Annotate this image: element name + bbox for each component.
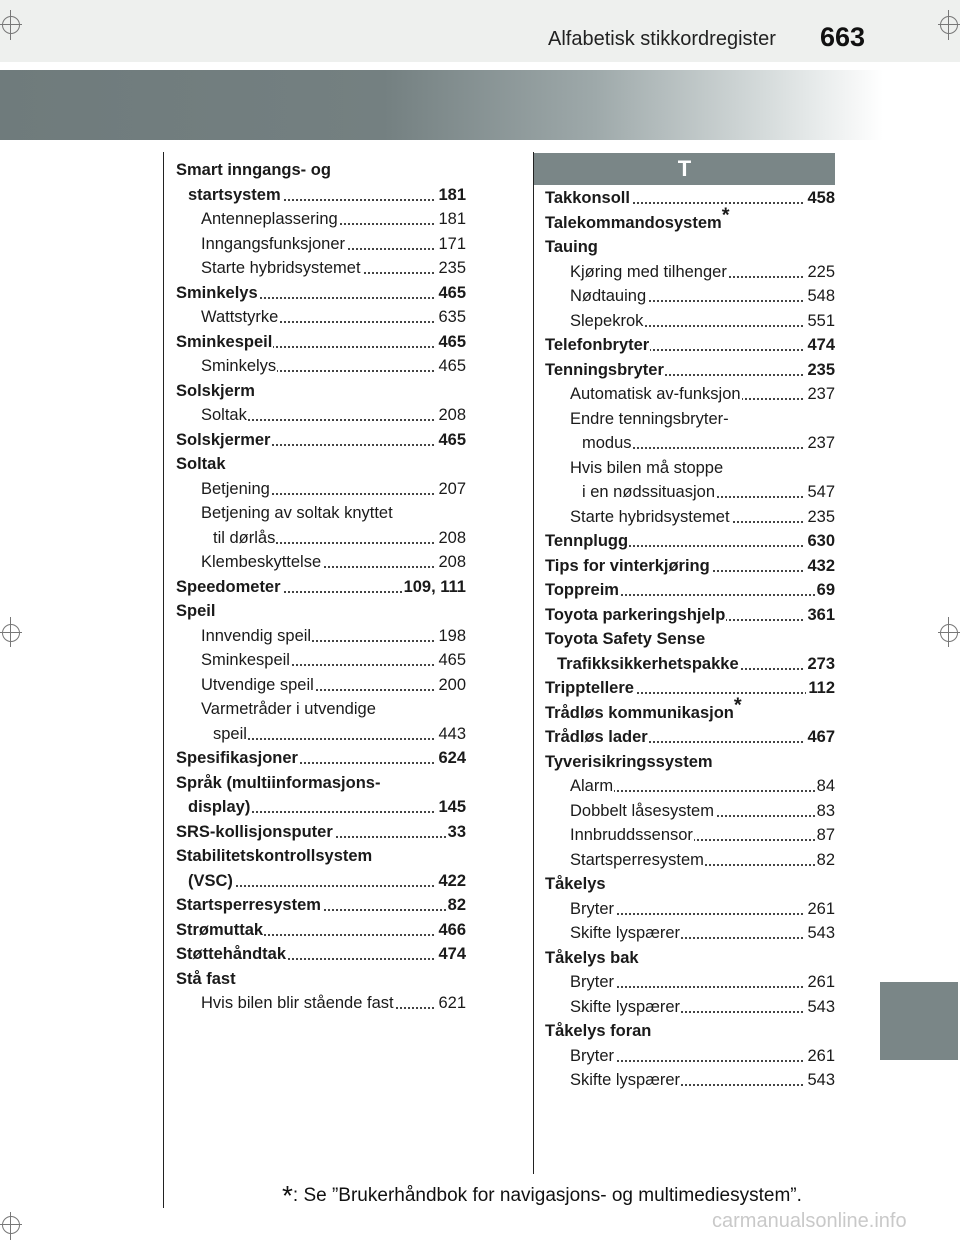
crop-mark-top-right [930,0,960,50]
index-page-ref: 630 [805,529,835,553]
index-page-ref: 171 [436,232,466,256]
index-term: Varmetråder i utvendige [201,700,376,718]
index-term: Bryter [570,1046,615,1065]
index-entry [176,967,466,991]
index-entry [545,235,835,259]
index-page-ref: 109, 111 [402,575,466,599]
index-page-ref: 548 [805,284,835,308]
index-entry [570,823,835,847]
index-term: Tauing [545,238,598,256]
index-entry [176,771,466,795]
index-entry [545,725,835,749]
index-entry [176,379,466,403]
index-term: Speedometer [176,577,281,596]
index-entry [201,991,466,1015]
index-entry [188,869,466,893]
index-page-ref: 84 [815,774,835,798]
index-entry [557,652,835,676]
section-letter-tab: T [534,153,835,185]
index-page-ref: 237 [805,431,835,455]
center-column-rule [533,152,534,1174]
index-term: Stå fast [176,969,236,988]
index-term: display) [188,798,251,816]
index-term: Tips for vinterkjøring [545,556,710,575]
index-term: Startsperresystem [570,850,704,869]
index-entry [201,305,466,329]
index-entry [176,599,466,623]
index-term: (VSC) [188,871,233,890]
crop-mark-top-left [0,0,30,50]
index-page-ref: 465 [436,428,466,452]
crop-mark-bottom-left [0,1212,30,1244]
index-term: Wattstyrke [201,308,279,326]
index-entry [176,893,466,917]
index-term: Innbruddssensor [570,826,693,844]
leader-dots [213,738,466,740]
index-entry [570,970,835,994]
index-entry [570,505,835,529]
index-entry [570,1068,835,1092]
index-term: Speil [176,602,216,620]
index-entry [545,529,835,553]
index-page-ref: 621 [436,991,466,1015]
index-entry [545,676,835,700]
index-entry [545,750,835,774]
index-term: Bryter [570,899,615,918]
index-page-ref: 261 [805,1044,835,1068]
index-page-ref: 112 [806,676,835,700]
index-entry [545,554,835,578]
index-page-ref: 458 [805,186,835,210]
index-entry [188,183,466,207]
index-term: Skifte lyspærer [570,997,681,1016]
index-term: Inngangsfunksjoner [201,234,346,253]
index-term: Talekommandosystem* [545,204,730,232]
index-term: SRS-kollisjonsputer [176,822,333,841]
index-term: Telefonbryter [545,336,650,354]
index-term: Startsperresystem [176,896,321,914]
index-term: Klembeskyttelse [201,553,322,571]
index-page-ref: 181 [436,183,466,207]
index-page-ref: 207 [436,477,466,501]
index-term: Bryter [570,973,615,991]
index-term: Soltak [201,406,247,424]
index-page-ref: 261 [805,970,835,994]
index-entry [201,697,466,721]
index-term: Slepekrok [570,311,644,330]
index-page-ref: 82 [815,848,835,872]
index-page-ref: 543 [805,995,835,1019]
index-entry [201,256,466,280]
index-term: Tyverisikringssystem [545,752,713,771]
index-entry [570,407,835,431]
index-entry [545,694,835,725]
index-term: Starte hybridsystemet [570,507,730,526]
index-page-ref: 466 [436,918,466,942]
index-term: Solskjermer [176,430,271,449]
index-entry [201,354,466,378]
index-term: speil [213,724,247,743]
index-entry [176,942,466,966]
index-entry [570,995,835,1019]
index-entry [201,550,466,574]
index-entry [201,501,466,525]
index-page-ref: 33 [446,820,466,844]
index-entry [570,897,835,921]
footnote-marker: * [721,204,730,226]
index-page-ref: 543 [805,1068,835,1092]
index-term: Tåkelys foran [545,1022,652,1040]
index-term: Skifte lyspærer [570,1071,681,1089]
index-page-ref: 235 [436,256,466,280]
index-term: Dobbelt låsesystem [570,801,714,820]
crop-mark-mid-right [930,612,960,652]
index-entry [545,946,835,970]
index-entry [570,1044,835,1068]
index-term: Spesifikasjoner [176,749,298,767]
index-entry [176,746,466,770]
index-page-ref: 200 [436,673,466,697]
index-term: Takkonsoll [545,189,630,207]
index-term: Trafikksikkerhetspakke [557,654,739,673]
header-title: Alfabetisk stikkordregister [548,28,776,50]
index-page-ref: 422 [436,869,466,893]
footnote [282,1176,802,1211]
index-page-ref: 83 [815,799,835,823]
index-page-ref: 225 [805,260,835,284]
index-term: Støttehåndtak [176,945,287,963]
index-page-ref: 208 [436,550,466,574]
index-term: Smart inngangs- og [176,161,331,179]
index-page-ref: 551 [805,309,835,333]
index-page-ref: 635 [436,305,466,329]
index-entry [582,431,835,455]
footnote-marker: * [733,694,742,716]
index-term: startsystem [188,185,281,204]
index-term: Soltak [176,455,226,473]
index-entry [545,627,835,651]
index-entry [570,799,835,823]
index-entry [570,309,835,333]
index-term: Utvendige speil [201,675,314,694]
header-band [0,0,960,62]
index-term: Strømuttak [176,920,264,939]
index-page-ref: 237 [805,382,835,406]
index-page-ref: 235 [805,358,835,382]
section-banner [0,70,960,140]
index-page-ref: 467 [805,725,835,749]
footnote-star: * [282,1180,293,1211]
index-entry [176,452,466,476]
index-entry [570,284,835,308]
index-page-ref: 465 [436,648,466,672]
index-entry [201,403,466,427]
index-entry [570,456,835,480]
index-page-ref: 261 [805,897,835,921]
index-term: Kjøring med tilhenger [570,262,727,281]
index-term: Hvis bilen må stoppe [570,458,724,477]
left-column-rule [163,152,164,1208]
index-page-ref: 547 [805,480,835,504]
index-term: Tripptellere [545,679,634,697]
index-entry [201,648,466,672]
index-entry [176,844,466,868]
index-page-ref: 361 [805,603,835,627]
index-entry [176,158,466,182]
index-page-ref: 543 [805,921,835,945]
index-entry [201,673,466,697]
index-page-ref: 145 [436,795,466,819]
index-page-ref: 465 [436,281,466,305]
index-term: Antenneplassering [201,210,338,228]
index-entry [545,186,835,210]
index-entry [570,260,835,284]
index-page-ref: 87 [815,823,835,847]
index-entry [176,575,466,599]
index-term: Trådløs kommunikasjon* [545,694,742,722]
watermark: carmanualsonline.info [712,1210,907,1232]
index-entry [570,774,835,798]
index-page-ref: 465 [436,330,466,354]
index-entry [201,232,466,256]
index-entry [201,477,466,501]
index-term: Betjening av soltak knyttet [201,504,393,522]
footnote-text: : Se ”Brukerhåndbok for navigasjons- og multimediesystem”. [292,1185,802,1206]
index-entry [176,428,466,452]
index-page-ref: 181 [436,207,466,231]
index-term: Hvis bilen blir stående fast [201,994,394,1012]
index-page-ref: 624 [436,746,466,770]
index-entry [176,281,466,305]
index-term: Toyota parkeringshjelp [545,605,726,624]
index-page-ref: 208 [436,403,466,427]
index-term: Skifte lyspærer [570,924,681,942]
index-entry [582,480,835,504]
index-page-ref: 273 [805,652,835,676]
index-term: Sminkespeil [201,651,290,669]
index-term: Solskjerm [176,381,255,400]
index-term: Sminkespeil [176,332,273,351]
index-term: Betjening [201,479,270,498]
index-entry [176,918,466,942]
index-entry [545,1019,835,1043]
index-term: til dørlås [213,528,276,547]
index-entry [570,848,835,872]
index-term: Alarm [570,777,614,795]
index-term: Tåkelys bak [545,948,639,967]
index-entry [545,872,835,896]
index-term: Tenningsbryter [545,360,664,379]
index-term: Sminkelys [176,283,258,302]
index-term: Språk (multiinformasjons- [176,773,381,792]
index-entry [213,526,466,550]
index-term: Trådløs lader [545,728,648,746]
index-term: Toppreim [545,581,619,599]
index-entry [201,624,466,648]
index-page-ref: 198 [436,624,466,648]
index-term: Tennplugg [545,532,629,550]
index-term: Automatisk av-funksjon [570,385,741,403]
index-entry [545,333,835,357]
index-term: Toyota Safety Sense [545,630,706,648]
index-page-ref: 69 [815,578,835,602]
index-entry [213,722,466,746]
index-entry [545,358,835,382]
index-entry [570,921,835,945]
index-entry [545,578,835,602]
index-page-ref: 432 [805,554,835,578]
index-entry [176,820,466,844]
crop-mark-mid-left [0,612,30,652]
index-entry [176,330,466,354]
index-term: Innvendig speil [201,626,312,645]
index-term: Nødtauing [570,287,647,305]
thumb-index-tab [880,982,958,1060]
index-page-ref: 465 [436,354,466,378]
index-term: Tåkelys [545,875,606,893]
index-page-ref: 474 [805,333,835,357]
index-term: modus [582,434,632,452]
index-term: i en nødssituasjon [582,483,715,501]
index-entry [545,204,835,235]
index-entry [188,795,466,819]
index-entry [201,207,466,231]
page-number: 663 [820,22,866,52]
index-entry [545,603,835,627]
index-page-ref: 235 [805,505,835,529]
index-entry [570,382,835,406]
index-term: Stabilitetskontrollsystem [176,847,373,865]
index-page-ref: 474 [436,942,466,966]
index-page-ref: 443 [436,722,466,746]
index-term: Starte hybridsystemet [201,259,361,277]
index-page-ref: 82 [446,893,466,917]
index-term: Sminkelys [201,357,277,375]
index-page-ref: 208 [436,526,466,550]
index-term: Endre tenningsbryter- [570,409,729,428]
